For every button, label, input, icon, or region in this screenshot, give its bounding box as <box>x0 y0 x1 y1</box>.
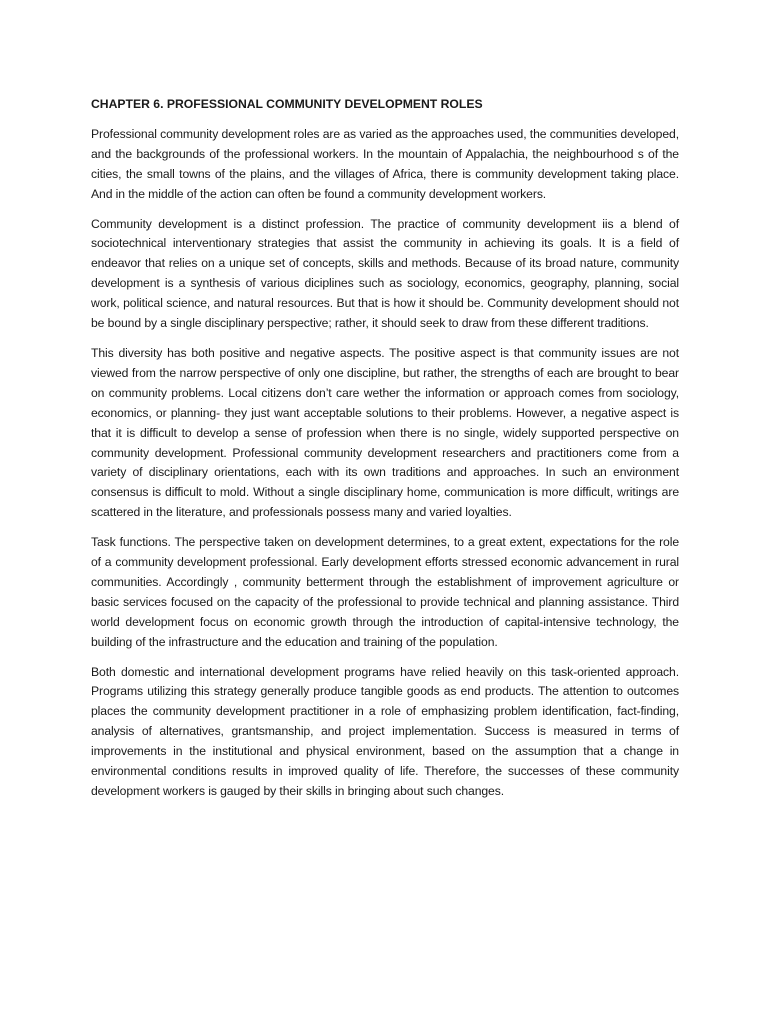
paragraph-diversity: This diversity has both positive and negative aspects. The positive aspect is that community issues are not viewed from the narrow perspective of only one discipline, but rather, the strengths of each are brought to bear on community problems. Local citizens don’t care wether the information or approach comes from sociology, economics, or planning- they just want acceptable solutions to their problems. However, a negative aspect is that it is difficult to develop a sense of profession when there is no single, widely supported perspective on community development. Professional community development researchers and practitioners come from a variety of disciplinary orientations, each with its own traditions and approaches. In such an environment consensus is difficult to mold. Without a single disciplinary home, communication is more difficult, writings are scattered in the literature, and professionals possess many and varied loyalties. <box>91 345 679 520</box>
paragraph-programs: Both domestic and international development programs have relied heavily on this task-oriented approach. Programs utilizing this strategy generally produce tangible goods as end products. The attention to outcomes places the community development practitioner in a role of emphasizing problem identification, fact-finding, analysis of alternatives, grantsmanship, and project implementation. Success is measured in terms of improvements in the institutional and physical environment, based on the assumption that a change in environmental conditions results in improved quality of life. Therefore, the successes of these community development workers is gauged by their skills in bringing about such changes. <box>91 664 679 798</box>
document-page <box>91 95 679 812</box>
paragraph-distinct-profession: Community development is a distinct profession. The practice of community development iis a blend of sociotechnical interventionary strategies that assist the community in achieving its goals. It is a field of endeavor that relies on a unique set of concepts, skills and methods. Because of its broad nature, community development is a synthesis of various diciplines such as sociology, economics, geography, planning, social work, political science, and natural resources. But that is how it should be. Community development should not be bound by a single disciplinary perspective; rather, it should seek to draw from these different traditions. <box>91 216 679 331</box>
paragraph-intro: Professional community development roles are as varied as the approaches used, the communities developed, and the backgrounds of the professional workers. In the mountain of Appalachia, the neighbourhood s of the cities, the small towns of the plains, and the villages of Africa, there is community development taking place. And in the middle of the action can often be found a community development workers. <box>91 126 679 201</box>
chapter-heading: CHAPTER 6. PROFESSIONAL COMMUNITY DEVELOPMENT ROLES <box>91 97 483 111</box>
paragraph-task-functions: Task functions. The perspective taken on development determines, to a great extent, expectations for the role of a community development professional. Early development efforts stressed economic advancement in rural communities. Accordingly , community betterment through the establishment of improvement agriculture or basic services focused on the capacity of the professional to provide technical and planning assistance. Third world development focus on economic growth through the introduction of capital-intensive technology, the building of the infrastructure and the education and training of the population. <box>91 535 679 649</box>
